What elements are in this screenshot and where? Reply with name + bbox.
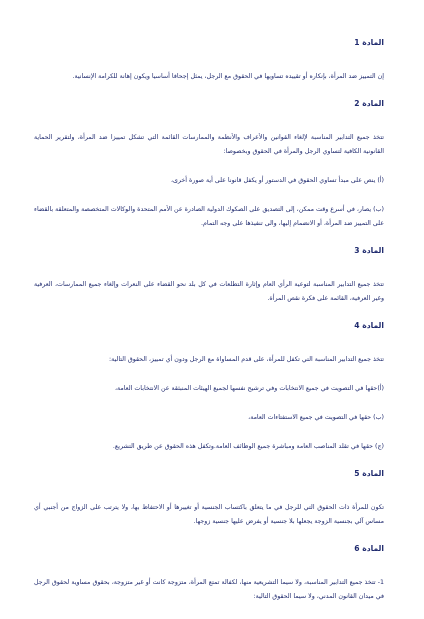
article-clause: (أ) ينص على مبدأ تساوي الحقوق في الدستور أو يكفل قانونا على أية صورة أخرى،	[170, 177, 384, 184]
article-heading: المادة 5	[354, 469, 384, 478]
article-paragraph: تتخذ جميع التدابير المناسبة لتوعية الرأي العام وإثارة التطلعات في كل بلد نحو القضاء على النعرات وإلغاء جميع الممارسات، العرفية وغير العرفية، القائمة على فكرة نقص المرأة.	[34, 281, 384, 302]
article-paragraph: تكون للمرأة ذات الحقوق التي للرجل في ما يتعلق باكتساب الجنسية أو تغييرها أو الاحتفاظ بها، ولا يترتب على الزواج من أجنبي أي مساس آلي بجنسية الزوجة يجعلها بلا جنسية أو يفرض عليها جنسية زوجها.	[34, 504, 384, 525]
article-heading: المادة 4	[354, 321, 384, 330]
article-paragraph: إن التمييز ضد المرأة، بإنكاره أو تقييده تساويها في الحقوق مع الرجل، يمثل إجحافا أساسيا ويكون إهانة للكرامة الإنسانية.	[72, 73, 384, 80]
article-heading: المادة 1	[354, 38, 384, 47]
article-paragraph: تتخذ جميع التدابير المناسبة لإلغاء القوانين والأعراف والأنظمة والممارسات القائمة التي تشكل تمييزا ضد المرأة، ولتقرير الحماية القانونية الكافية لتساوي الرجل والمرأة في الحقوق وبخصوصا:	[34, 134, 384, 155]
article-5	[34, 469, 384, 529]
document-page	[34, 38, 384, 619]
article-clause: (أ)حقها في التصويت في جميع الانتخابات وفي ترشيح نفسها لجميع الهيئات المنبثقة عن الانتخابات العامة،	[114, 385, 384, 392]
article-4	[34, 321, 384, 454]
article-clause: (ب) حقها في التصويت في جميع الاستفتاءات العامة،	[248, 414, 384, 421]
article-paragraph: تتخذ جميع التدابير المناسبة التي تكفل للمرأة، على قدم المساواة مع الرجل ودون أي تمييز، الحقوق التالية:	[109, 356, 384, 363]
article-heading: المادة 3	[354, 246, 384, 255]
article-paragraph: 1- تتخذ جميع التدابير المناسبة، ولا سيما التشريعية منها، لكفالة تمتع المرأة، متزوجة كانت أو غير متزوجة، بحقوق مساوية لحقوق الرجل في ميدان القانون المدني، ولا سيما الحقوق التالية:	[34, 579, 384, 600]
article-6	[34, 544, 384, 604]
article-clause: (ج) حقها في تقلد المناصب العامة ومباشرة جميع الوظائف العامة.وتكفل هذه الحقوق عن طريق التشريع.	[112, 443, 384, 450]
article-2	[34, 99, 384, 231]
article-1	[34, 38, 384, 84]
article-heading: المادة 6	[354, 544, 384, 553]
article-clause: (ب) يصار، في أسرع وقت ممكن، إلى التصديق على الصكوك الدولية الصادرة عن الأمم المتحدة والوكالات المتخصصة والمتعلقة بالقضاء على التمييز ضد المرأة، أو الانضمام إليها، والى تنفيذها على وجه التمام.	[34, 206, 384, 227]
article-3	[34, 246, 384, 306]
article-heading: المادة 2	[354, 99, 384, 108]
